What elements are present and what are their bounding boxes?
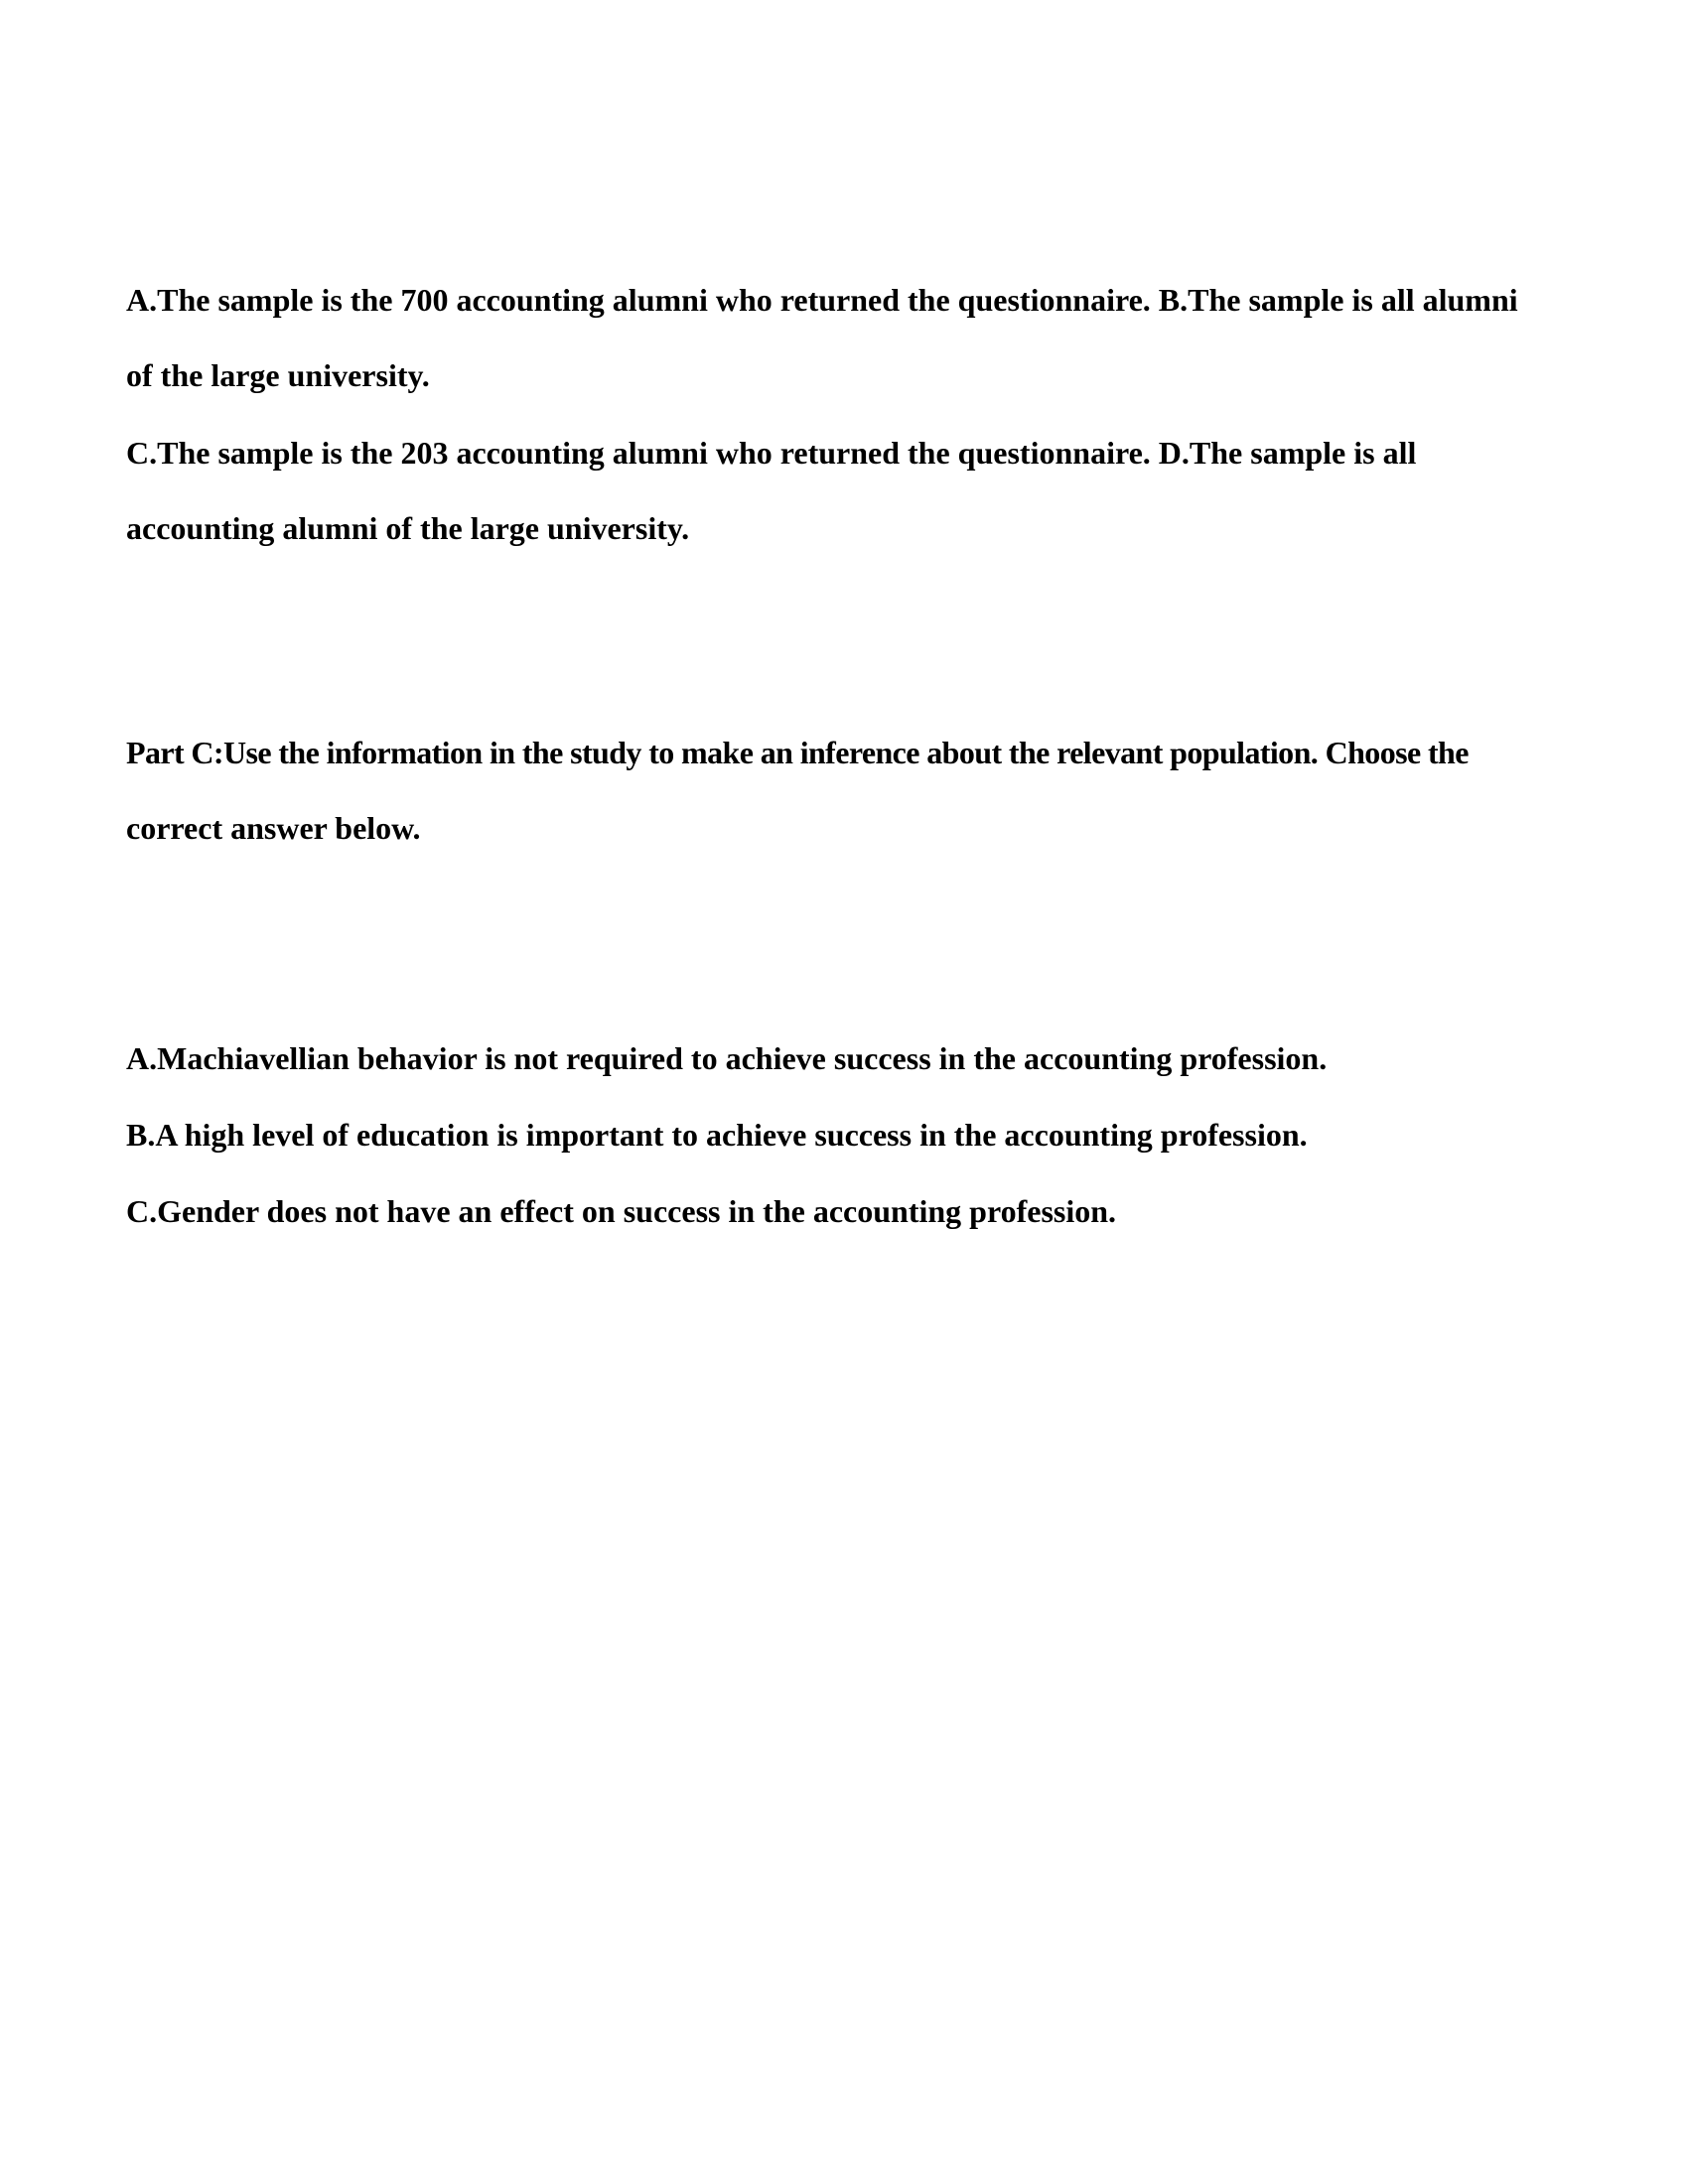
answer-options-ab	[126, 262, 1576, 413]
option-a-b-line-2: of the large university.	[126, 357, 430, 393]
answer-options-cd	[126, 415, 1576, 566]
part-c-question-line-2: correct answer below.	[126, 810, 421, 846]
part-c-option-a: A.Machiavellian behavior is not required to achieve success in the accounting profession.	[126, 1040, 1328, 1076]
part-c-question	[126, 715, 1576, 866]
option-c-d-line-2: accounting alumni of the large university.	[126, 510, 690, 546]
option-c-d-line-1: C.The sample is the 203 accounting alumni who returned the questionnaire. D.The sample is all	[126, 435, 1417, 471]
part-c-option-c: C.Gender does not have an effect on success in the accounting profession.	[126, 1193, 1117, 1229]
option-a-b-line-1: A.The sample is the 700 accounting alumni who returned the questionnaire. B.The sample is all alumni	[126, 282, 1518, 318]
part-c-option-b: B.A high level of education is important to achieve success in the accounting profession.	[126, 1117, 1308, 1153]
part-c-question-line-1: Part C:Use the information in the study to make an inference about the relevant population. Choose the	[126, 735, 1469, 770]
